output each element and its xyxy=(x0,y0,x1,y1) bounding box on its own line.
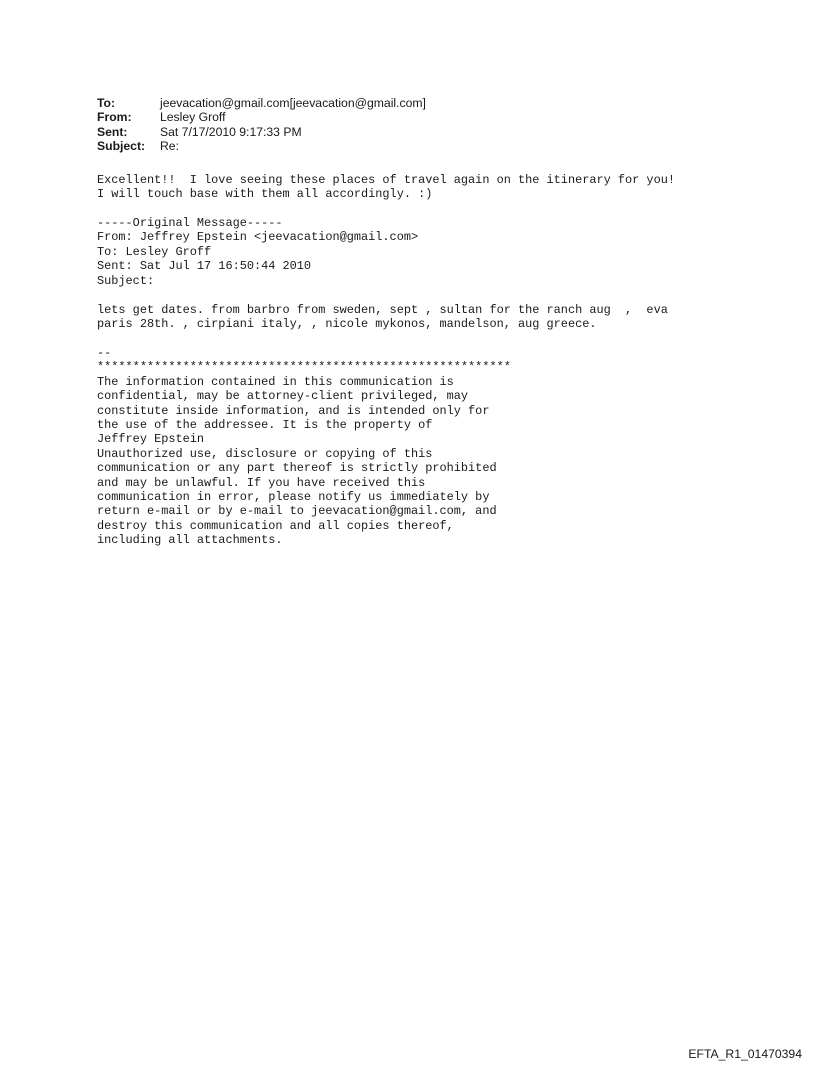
disclaimer-line: The information contained in this communication is xyxy=(97,374,454,389)
original-to-line: To: Lesley Groff xyxy=(97,244,212,259)
to-row xyxy=(97,96,426,110)
subject-label: Subject: xyxy=(97,138,146,153)
disclaimer-line: destroy this communication and all copies thereof, xyxy=(97,518,454,533)
reply-body xyxy=(97,173,675,202)
signature-disclaimer xyxy=(97,346,511,548)
from-label: From: xyxy=(97,110,132,125)
from-row xyxy=(97,110,426,124)
disclaimer-line: Jeffrey Epstein xyxy=(97,432,205,447)
subject-value: Re: xyxy=(160,138,179,153)
subject-row xyxy=(97,139,426,153)
original-from-line: From: Jeffrey Epstein <jeevacation@gmail.com> xyxy=(97,230,419,245)
disclaimer-line: and may be unlawful. If you have received this xyxy=(97,475,426,490)
disclaimer-line: the use of the addressee. It is the property of xyxy=(97,418,433,433)
signature-stars: ********************************************************** xyxy=(97,360,511,375)
disclaimer-line: including all attachments. xyxy=(97,533,283,548)
original-sent-line: Sent: Sat Jul 17 16:50:44 2010 xyxy=(97,259,312,274)
disclaimer-line: communication in error, please notify us immediately by xyxy=(97,490,490,505)
from-value: Lesley Groff xyxy=(160,110,226,125)
signature-dashes: -- xyxy=(97,346,112,360)
original-message-body xyxy=(97,303,668,332)
disclaimer-line: return e-mail or by e-mail to jeevacation@gmail.com, and xyxy=(97,504,497,519)
original-message-header xyxy=(97,216,418,288)
reply-line: I will touch base with them all accordingly. :) xyxy=(97,187,433,202)
reply-line: Excellent!! I love seeing these places of travel again on the itinerary for you! xyxy=(97,173,675,187)
to-value: jeevacation@gmail.com[jeevacation@gmail.com] xyxy=(160,96,426,110)
original-body-line: paris 28th. , cirpiani italy, , nicole mykonos, mandelson, aug greece. xyxy=(97,317,597,332)
original-subject-line: Subject: xyxy=(97,273,155,288)
sent-label: Sent: xyxy=(97,124,128,139)
disclaimer-line: confidential, may be attorney-client privileged, may xyxy=(97,389,469,404)
disclaimer-line: constitute inside information, and is intended only for xyxy=(97,403,490,418)
email-header xyxy=(97,96,426,153)
sent-value: Sat 7/17/2010 9:17:33 PM xyxy=(160,124,302,139)
original-body-line: lets get dates. from barbro from sweden, sept , sultan for the ranch aug , eva xyxy=(97,303,668,317)
disclaimer-line: communication or any part thereof is strictly prohibited xyxy=(97,461,497,476)
to-label: To: xyxy=(97,96,116,110)
original-separator: -----Original Message----- xyxy=(97,216,283,230)
disclaimer-line: Unauthorized use, disclosure or copying of this xyxy=(97,446,433,461)
document-id: EFTA_R1_01470394 xyxy=(688,1047,802,1061)
sent-row xyxy=(97,125,426,139)
